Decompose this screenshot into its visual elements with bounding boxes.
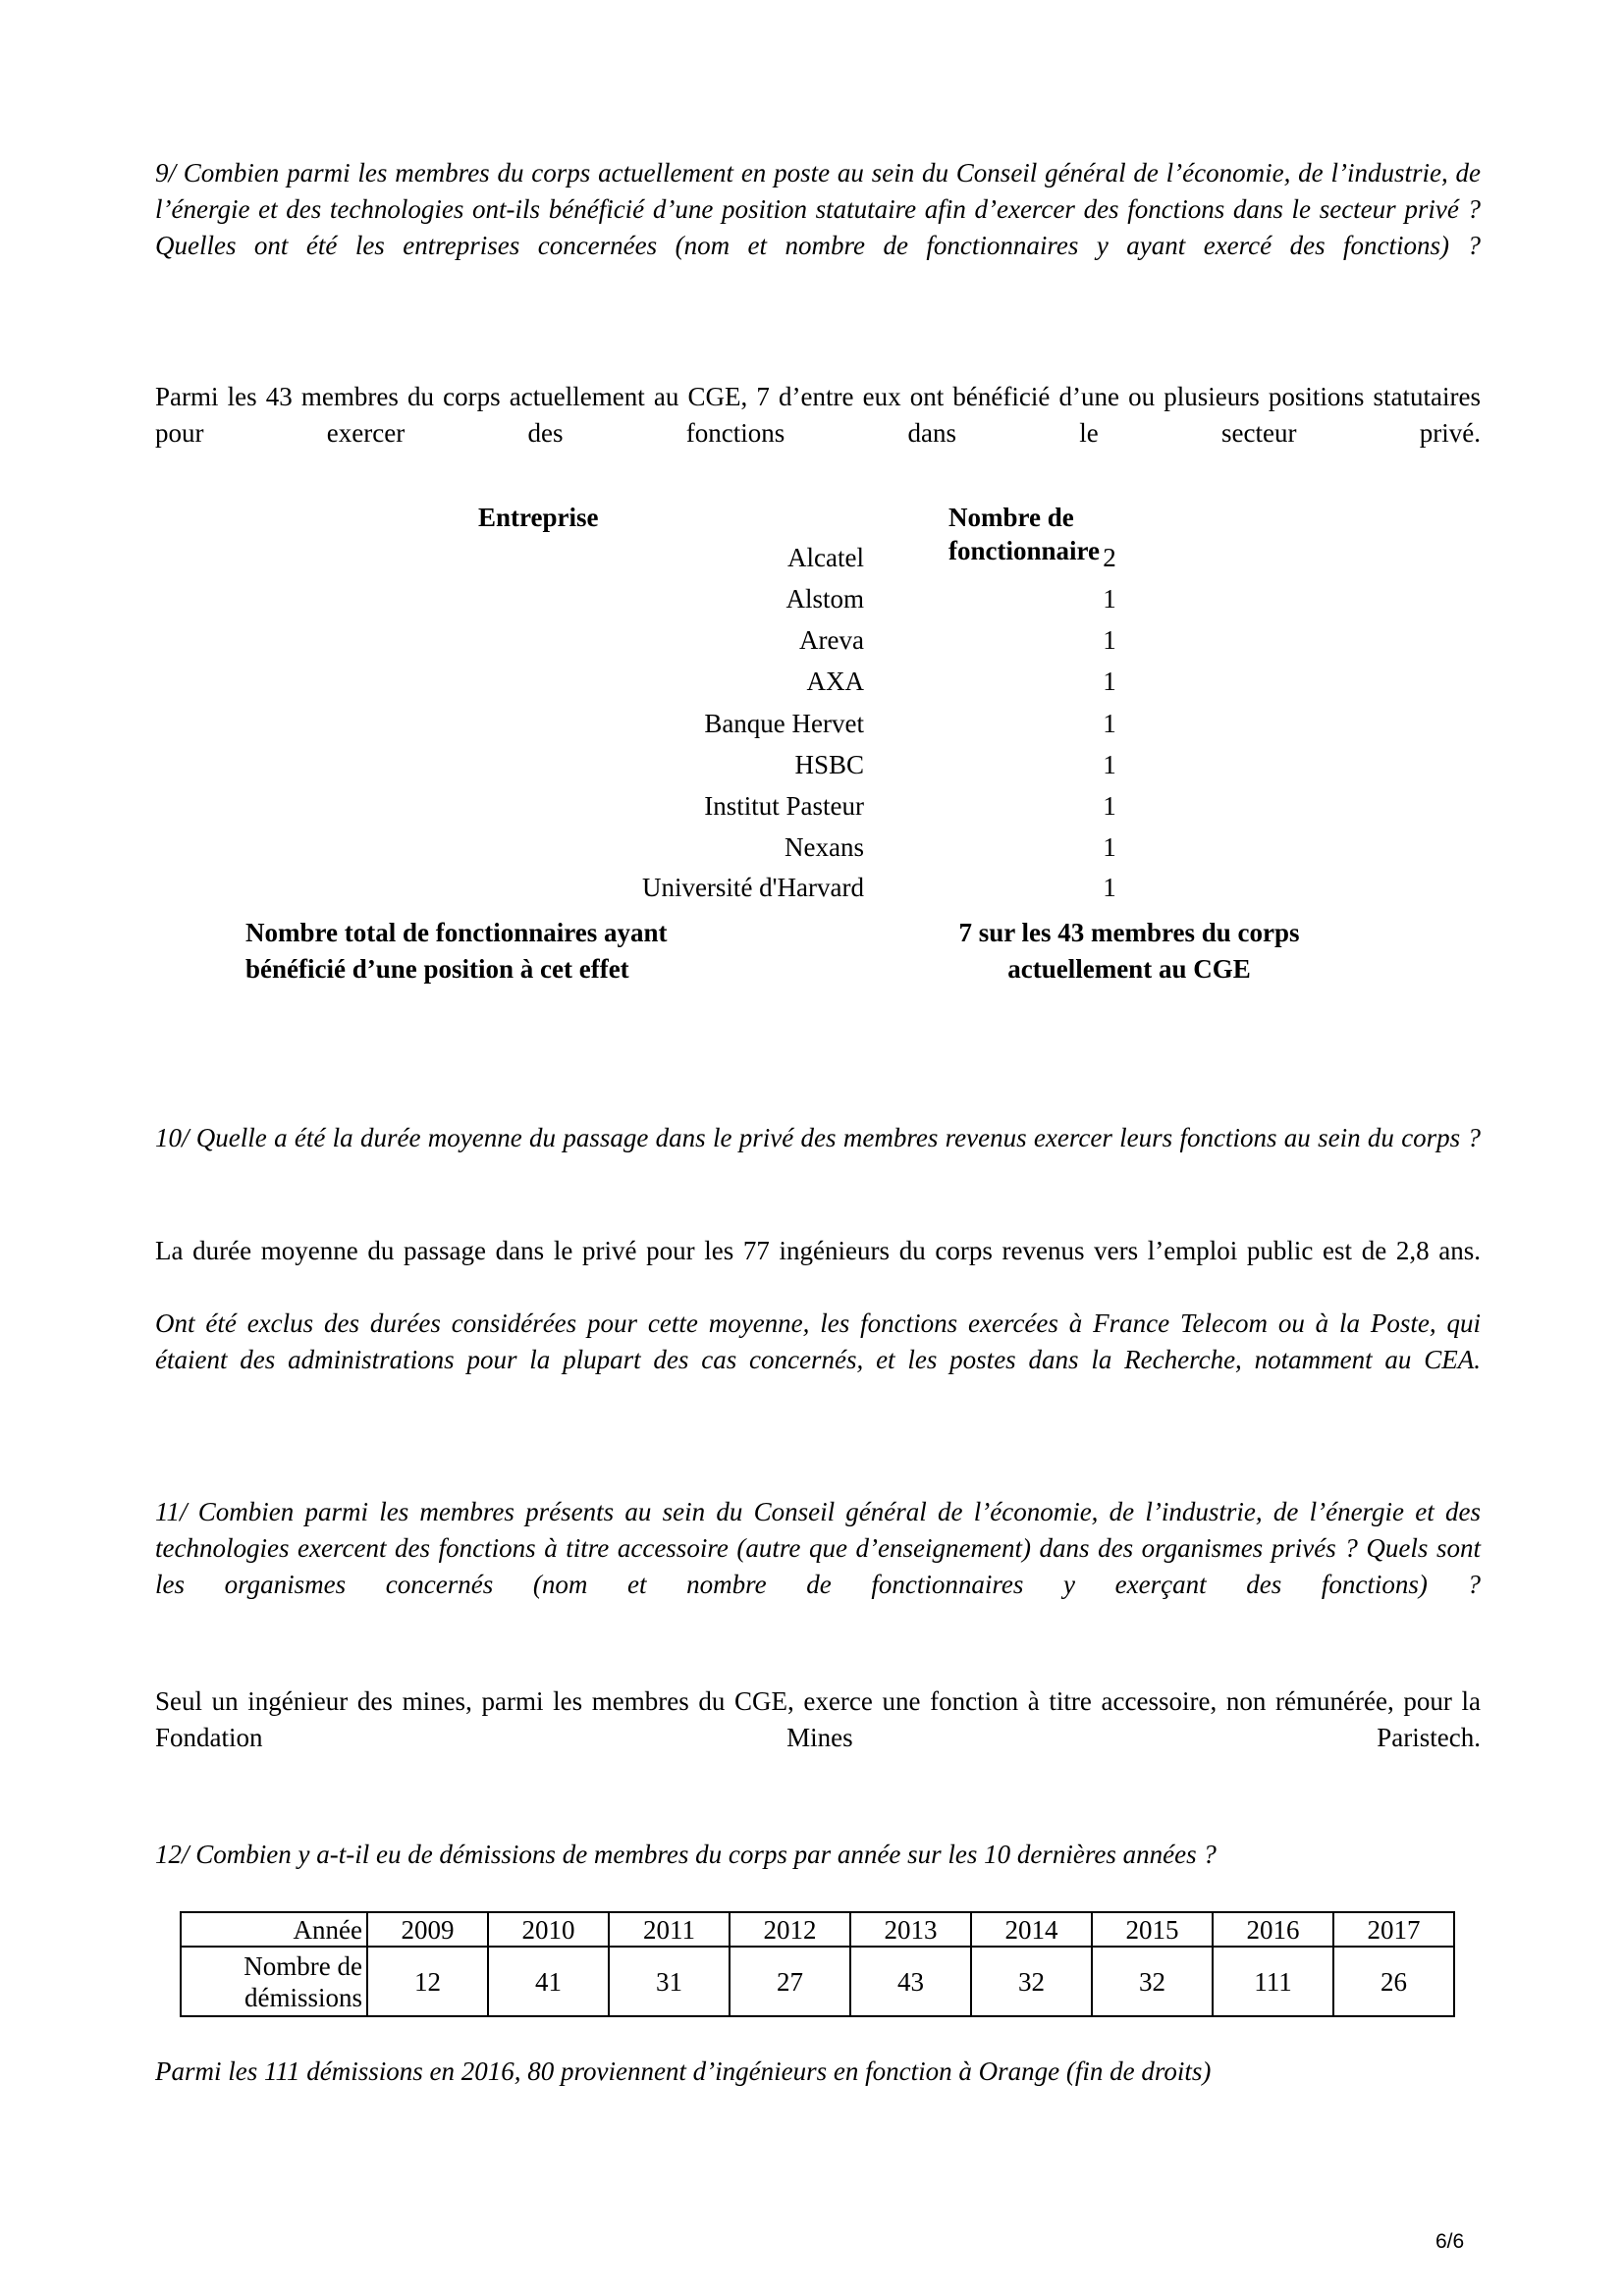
enterprise-count: 1 [1103,832,1116,862]
enterprise-count: 1 [1103,667,1116,696]
enterprise-name: Areva [799,625,864,655]
value-cell: 41 [488,1947,609,2016]
question-10: 10/ Quelle a été la durée moyenne du passage dans le privé des membres revenus exercer leurs fonctions au sein du corps ? [155,1123,1481,1152]
enterprise-name: Alcatel [787,543,864,572]
enterprise-name: AXA [806,667,864,696]
table-row [0,830,1624,872]
table-row-resignations [181,1947,1454,2016]
answer-10-text: La durée moyenne du passage dans le privé pour les 77 ingénieurs du corps revenus vers l’emploi public est de 2,8 ans. [155,1236,1481,1265]
value-cell: 111 [1213,1947,1333,2016]
answer-10 [155,1233,1481,1415]
enterprise-header: Entreprise [478,503,599,532]
year-cell: 2017 [1333,1912,1454,1947]
value-cell: 43 [850,1947,971,2016]
year-cell: 2012 [730,1912,850,1947]
table-row [0,748,1624,789]
total-value-line-1: 7 sur les 43 membres du corps [958,918,1300,947]
page-number: 6/6 [1435,2230,1465,2253]
enterprise-count: 1 [1103,584,1116,614]
table-row [0,789,1624,830]
table-row [0,541,1624,582]
answer-11: Seul un ingénieur des mines, parmi les membres du CGE, exerce une fonction à titre accessoire, non rémunérée, pour la Fondation Mines Paristech. [155,1686,1481,1752]
enterprise-name: Alstom [785,584,864,614]
table-row-years [181,1912,1454,1947]
table-row [0,582,1624,623]
year-cell: 2010 [488,1912,609,1947]
enterprise-name: Université d'Harvard [641,873,864,902]
answer-9: Parmi les 43 membres du corps actuellement au CGE, 7 d’entre eux ont bénéficié d’une ou plusieurs positions statutaires pour exercer des fonctions dans le secteur privé. [155,382,1481,448]
year-cell: 2014 [971,1912,1092,1947]
value-cell: 32 [971,1947,1092,2016]
value-cell: 32 [1092,1947,1213,2016]
total-label [245,915,795,988]
row-label-year: Année [181,1912,367,1947]
table-row [0,707,1624,748]
value-cell: 31 [609,1947,730,2016]
enterprise-count: 1 [1103,791,1116,821]
year-cell: 2015 [1092,1912,1213,1947]
enterprise-name: Banque Hervet [704,709,864,738]
table-row [0,623,1624,665]
table-row [0,871,1624,912]
value-cell: 12 [367,1947,488,2016]
year-cell: 2011 [609,1912,730,1947]
enterprise-count: 1 [1103,873,1116,902]
total-value [884,915,1375,988]
answer-10-note: Ont été exclus des durées considérées pour cette moyenne, les fonctions exercées à France Telecom ou à la Poste, qui étaient des administrations pour la plupart des cas concernés, et les postes dans la Recherche, notamment au CEA. [155,1308,1481,1374]
enterprise-count: 1 [1103,625,1116,655]
row-label-resignations: Nombre de démissions [181,1947,367,2016]
table-row [0,665,1624,706]
total-value-line-2: actuellement au CGE [1007,954,1251,984]
value-cell: 27 [730,1947,850,2016]
total-label-line-2: bénéficié d’une position à cet effet [245,954,629,984]
enterprise-count: 2 [1103,543,1116,572]
year-cell: 2016 [1213,1912,1333,1947]
question-9: 9/ Combien parmi les membres du corps actuellement en poste au sein du Conseil général de l’économie, de l’industrie, de l’énergie et des technologies ont-ils bénéficié d’une position statutaire afin d’exercer des fonctions dans le secteur privé ? Quelles ont été les entreprises concernées (nom et nombre de fonctionnaires y ayant exercé des fonctions) ? [155,158,1481,260]
enterprise-name: HSBC [794,750,864,779]
total-label-line-1: Nombre total de fonctionnaires ayant [245,918,668,947]
year-cell: 2013 [850,1912,971,1947]
enterprise-name: Nexans [785,832,864,862]
value-cell: 26 [1333,1947,1454,2016]
question-12: 12/ Combien y a-t-il eu de démissions de membres du corps par année sur les 10 dernières années ? [155,1840,1217,1869]
resignations-table [180,1911,1455,2017]
question-11: 11/ Combien parmi les membres présents au sein du Conseil général de l’économie, de l’industrie, de l’énergie et des technologies exercent des fonctions à titre accessoire (autre que d’enseignement) dans des organismes privés ? Quels sont les organismes concernés (nom et nombre de fonctionnaires y exerçant des fonctions) ? [155,1497,1481,1599]
resignations-note: Parmi les 111 démissions en 2016, 80 proviennent d’ingénieurs en fonction à Orange (fin de droits) [155,2056,1212,2086]
enterprise-count: 1 [1103,709,1116,738]
enterprise-count: 1 [1103,750,1116,779]
year-cell: 2009 [367,1912,488,1947]
count-header: Nombre de fonctionnaire [948,503,1100,565]
enterprise-name: Institut Pasteur [704,791,864,821]
